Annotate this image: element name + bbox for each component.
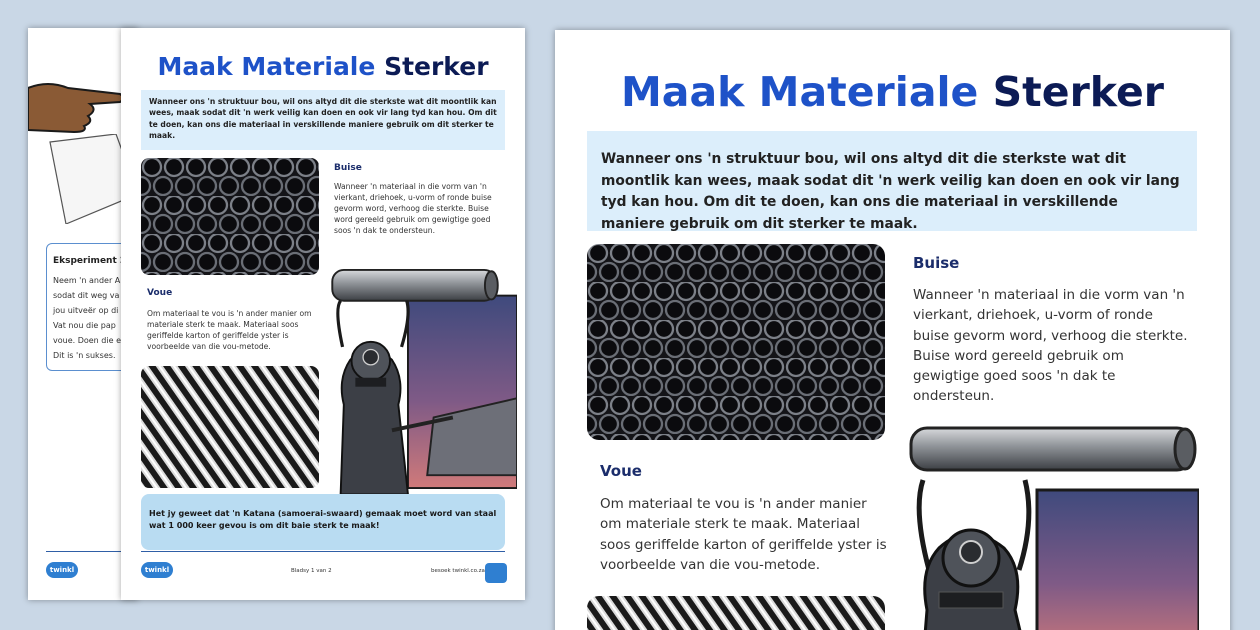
page-title: Maak Materiale Sterker — [157, 52, 489, 81]
section-text-voue: Om materiaal te vou is 'n ander manier om materiale sterk te maak. Materiaal soos geriffelde karton of geriffelde yster is voorbeelde van die vou-metode. — [600, 496, 887, 573]
experiment-line: jou uitveër op di — [53, 306, 119, 315]
section-heading-buise: Buise — [913, 254, 960, 272]
samurai-illustration — [331, 263, 517, 495]
page-title: Maak Materiale Sterker — [621, 68, 1164, 116]
section-text-voue: Om materiaal te vou is 'n ander manier om materiale sterk te maak. Materiaal soos geriffelde karton of geriffelde yster is voorbeelde van die vou-metode. — [147, 309, 312, 351]
intro-box: Wanneer ons 'n struktuur bou, wil ons altyd dit die sterkste wat dit moontlik kan wees, maak sodat dit 'n werk veilig kan doen en ook vir lang tyd kan hou. Om dit te doen, kan ons die materiaal in verskillende maniere gebruik om dit sterker te maak. — [141, 90, 505, 150]
section-text-buise: Wanneer 'n materiaal in die vorm van 'n vierkant, driehoek, u-vorm of ronde buise gevorm word, verhoog die sterkte. Buise word gereeld gebruik om gewigtige goed soos 'n dak te ondersteun. — [334, 182, 492, 235]
corrugated-photo — [587, 596, 885, 630]
experiment-line: sodat dit weg va — [53, 291, 120, 300]
section-text-buise: Wanneer 'n materiaal in die vorm van 'n vierkant, driehoek, u-vorm of ronde buise gevorm word, verhoog die sterkte. Buise word gereeld gebruik om gewigtige goed soos 'n dak te ondersteun. — [913, 287, 1188, 405]
page-thumbnail — [121, 28, 525, 600]
section-heading-buise: Buise — [334, 163, 362, 173]
corrugated-photo — [141, 366, 319, 488]
fact-box: Het jy geweet dat 'n Katana (samoerai-swaard) gemaak moet word van staal wat 1 000 keer gevou is om dit baie sterk te maak! — [141, 494, 505, 550]
experiment-line: Dit is 'n sukses. — [53, 351, 116, 360]
twinkl-logo-icon: twinkl — [141, 557, 173, 578]
section-heading-voue: Voue — [600, 462, 642, 480]
twinkl-logo-icon: twinkl — [46, 557, 78, 578]
page-zoomed — [555, 30, 1230, 630]
footer-site: besoek twinkl.co.za — [431, 568, 485, 574]
footer-divider — [141, 551, 505, 552]
tubes-photo — [141, 158, 319, 275]
experiment-line: voue. Doen die e — [53, 336, 121, 345]
page-number: Bladsy 1 van 2 — [291, 568, 332, 574]
intro-box: Wanneer ons 'n struktuur bou, wil ons altyd dit die sterkste wat dit moontlik kan wees, maak sodat dit 'n werk veilig kan doen en ook vir lang tyd kan hou. Om dit te doen, kan ons die materiaal in verskillende maniere gebruik om dit sterker te maak. — [587, 131, 1197, 231]
experiment-line: Vat nou die pap — [53, 321, 116, 330]
badge-icon — [485, 563, 507, 583]
samurai-illustration — [909, 420, 1199, 630]
tubes-photo — [587, 244, 885, 440]
section-heading-voue: Voue — [147, 288, 173, 298]
pointing-hand-icon — [28, 80, 128, 134]
experiment-line: Neem 'n ander A — [53, 276, 121, 285]
experiment-title: Eksperiment — [53, 256, 117, 266]
